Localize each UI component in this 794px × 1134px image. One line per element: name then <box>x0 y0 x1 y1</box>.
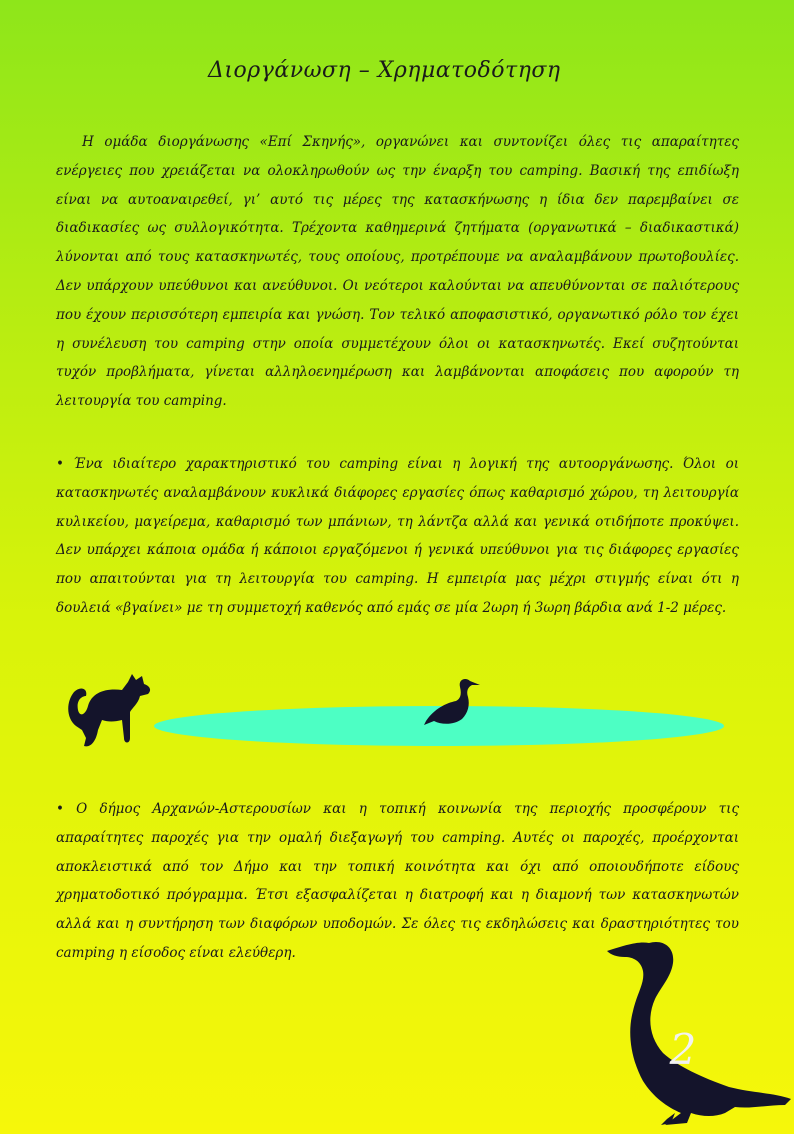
paragraph-self-organization: • Ένα ιδιαίτερο χαρακτηριστικό του camping είναι η λογική της αυτοοργάνωσης. Όλοι οι κατασκηνωτές αναλαμβάνουν κυκλικά διάφορες εργασίες όπως καθαρισμό χώρου, τη λειτουργία κυλικείου, μαγείρεμα, καθαρισμό των μπάνιων, τη λάντζα αλλά και γενικά οτιδήποτε προκύψει. Δεν υπάρχει κάποια ομάδα ή κάποιοι εργαζόμενοι ή γενικά υπεύθυνοι για τις διάφορες εργασίες που απαιτούνται για τη λειτουργία του camping. Η εμπειρία μας μέχρι στιγμής είναι ότι η δουλειά «βγαίνει» με τη συμμετοχή καθενός από εμάς σε μία 2ωρη ή 3ωρη βάρδια ανά 1-2 μέρες. <box>56 456 739 616</box>
duck-silhouette-icon <box>605 937 794 1127</box>
paragraph-organization: Η ομάδα διοργάνωσης «Επί Σκηνής», οργανώνει και συντονίζει όλες τις απαραίτητες ενέργειες που χρειάζεται να ολοκληρωθούν ως την έναρξη του camping. Βασική της επιδίωξη είναι να αυτοαναιρεθεί, γι’ αυτό τις μέρες της κατασκήνωσης η ίδια δεν παρεμβαίνει σε διαδικασίες ως συλλογικότητα. Τρέχοντα καθημερινά ζητήματα (οργανωτικά – διαδικαστικά) λύνονται από τους κατασκηνωτές, τους οποίους, προτρέπουμε να αναλαμβάνουν πρωτοβουλίες. Δεν υπάρχουν υπεύθυνοι και ανεύθυνοι. Οι νεότεροι καλούνται να απευθύνονται σε παλιότερους που έχουν περισσότερη εμπειρία και γνώση. Τον τελικό αποφασιστικό, οργανωτικό ρόλο τον έχει η συνέλευση του camping στην οποία συμμετέχουν όλοι οι κατασκηνωτές. Εκεί συζητούνται τυχόν προβλήματα, γίνεται αλληλοενημέρωση και λαμβάνονται αποφάσεις που αφορούν τη λειτουργία του camping. <box>56 134 739 410</box>
dog-silhouette-icon <box>62 668 154 748</box>
bird-silhouette-icon <box>420 675 482 727</box>
page-number: 2 <box>669 1025 697 1074</box>
page-title: Διοργάνωση – Χρηματοδότηση <box>208 58 561 83</box>
paragraph-funding: • Ο δήμος Αρχανών-Αστερουσίων και η τοπική κοινωνία της περιοχής προσφέρουν τις απαραίτητες παροχές για την ομαλή διεξαγωγή του camping. Αυτές οι παροχές, προέρχονται αποκλειστικά από τον Δήμο και την τοπική κοινότητα και όχι από οποιουδήποτε είδους χρηματοδοτικό πρόγραμμα. Έτσι εξασφαλίζεται η διατροφή και η διαμονή των κατασκηνωτών αλλά και η συντήρηση των διαφόρων υποδομών. Σε όλες τις εκδηλώσεις και δραστηριότητες του camping η είσοδος είναι ελεύθερη. <box>56 801 739 961</box>
